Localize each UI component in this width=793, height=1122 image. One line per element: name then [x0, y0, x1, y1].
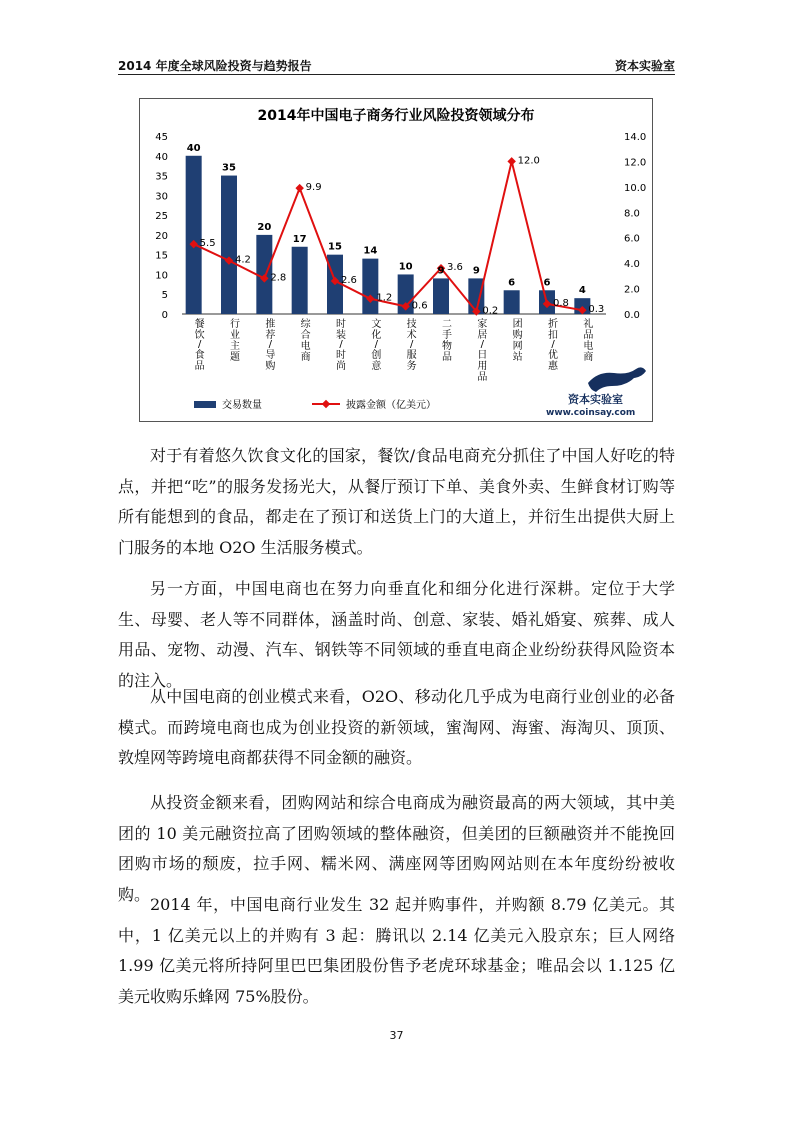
y-right-tick-label: 4.0 [624, 259, 640, 271]
investment-chart [140, 99, 652, 421]
bar [362, 259, 378, 314]
bar-value-label: 6 [543, 277, 551, 289]
bar-value-label: 40 [186, 142, 201, 154]
y-right-tick-label: 12.0 [624, 157, 647, 169]
amount-line [194, 161, 583, 311]
report-title: 2014 年度全球风险投资与趋势报告 [118, 59, 312, 73]
bar-value-label: 4 [578, 285, 586, 297]
y-left-tick-label: 0 [161, 310, 168, 321]
line-value-label: 2.6 [341, 274, 357, 286]
coinsay-logo [546, 367, 646, 418]
y-right-tick-label: 6.0 [624, 233, 640, 245]
bar-value-label: 15 [328, 241, 342, 253]
legend-bar-swatch [194, 401, 216, 408]
y-right-tick-label: 2.0 [624, 284, 640, 296]
x-tick-label: 折扣/优惠 [548, 319, 558, 372]
line-point [295, 184, 303, 192]
paragraph: 另一方面，中国电商也在努力向垂直化和细分化进行深耕。定位于大学生、母婴、老人等不同群体，涵盖时尚、创意、家装、婚礼婚宴、殡葬、成人用品、宠物、动漫、汽车、钢铁等不同领域的垂直电商企业纷纷获得风险资本的注入。 [118, 579, 675, 690]
logo-name: 资本实验室 [568, 393, 623, 406]
y-left-tick-label: 40 [155, 151, 168, 163]
x-tick-label: 家居/日用品 [477, 319, 488, 383]
line-value-label: 1.2 [376, 292, 393, 304]
y-left-tick-label: 35 [155, 171, 168, 183]
page-number: 37 [389, 1029, 404, 1042]
y-left-tick-label: 45 [155, 132, 168, 143]
bar-value-label: 14 [363, 245, 378, 257]
chart-legend [194, 398, 436, 411]
paragraph: 从投资金额来看，团购网站和综合电商成为融资最高的两大领域，其中美团的 10 美元融资拉高了团购领域的整体融资，但美团的巨额融资并不能挽回团购市场的颓废，拉手网、糯米网、满座网等团购网站则在本年度纷纷被收购。 [118, 793, 675, 904]
cheetah-icon [588, 367, 646, 392]
y-left-tick-label: 25 [155, 211, 168, 223]
legend-line-marker [322, 400, 330, 408]
y-right-tick-label: 14.0 [624, 132, 647, 143]
bar-value-label: 9 [472, 265, 480, 277]
line-value-label: 3.6 [447, 262, 463, 274]
paragraph: 2014 年，中国电商行业发生 32 起并购事件，并购额 8.79 亿美元。其中，1 亿美元以上的并购有 3 起：腾讯以 2.14 亿美元入股京东；巨人网络 1.99 亿美元将所持阿里巴巴集团股份售予老虎环球基金；唯品会以 1.125 亿美元收购乐蜂网 75%股份。 [118, 895, 675, 1006]
x-tick-label: 团购网站 [512, 319, 523, 363]
line-value-label: 12.0 [517, 155, 540, 167]
x-tick-label: 综合电商 [300, 319, 311, 363]
bar [221, 176, 237, 314]
chart-title: 2014年中国电子商务行业风险投资领域分布 [257, 108, 535, 124]
y-left-tick-label: 20 [155, 230, 168, 242]
bar-value-label: 9 [437, 265, 445, 277]
y-left-tick-label: 30 [155, 191, 168, 203]
paragraph: 从中国电商的创业模式来看，O2O、移动化几乎成为电商行业创业的必备模式。而跨境电商也成为创业投资的新领域，蜜淘网、海蜜、海淘贝、顶顶、敦煌网等跨境电商都获得不同金额的融资。 [118, 687, 675, 767]
paragraph: 对于有着悠久饮食文化的国家，餐饮/食品电商充分抓住了中国人好吃的特点，并把“吃”的服务发扬光大，从餐厅预订下单、美食外卖、生鲜食材订购等所有能想到的食品，都走在了预订和送货上门的大道上，并衍生出提供大厨上门服务的本地 O2O 生活服务模式。 [118, 446, 675, 557]
x-tick-label: 文化/创意 [371, 319, 382, 372]
x-tick-label: 行业主题 [230, 319, 240, 363]
chart-container [139, 98, 653, 422]
y-right-tick-label: 10.0 [624, 182, 647, 194]
bar-value-label: 6 [508, 277, 516, 289]
line-value-label: 0.6 [411, 300, 428, 312]
bar [292, 247, 308, 314]
logo-url: www.coinsay.com [546, 408, 636, 418]
y-left-tick-label: 10 [155, 270, 168, 282]
y-right-tick-label: 0.0 [624, 310, 640, 321]
publisher-name: 资本实验室 [614, 59, 675, 73]
line-value-label: 2.8 [270, 272, 287, 284]
x-tick-label: 二手物品 [442, 319, 452, 363]
y-left-tick-label: 15 [155, 250, 168, 262]
bar [433, 278, 449, 314]
bar-value-label: 17 [292, 233, 307, 245]
x-tick-label: 礼品电商 [583, 319, 594, 363]
line-value-label: 0.2 [482, 305, 499, 317]
bar-value-label: 35 [222, 162, 236, 174]
bar-value-label: 10 [398, 261, 413, 273]
line-value-label: 9.9 [305, 182, 322, 194]
y-right-tick-label: 8.0 [624, 208, 640, 220]
bar-value-label: 20 [257, 221, 272, 233]
x-tick-label: 餐饮/食品 [194, 319, 205, 372]
bar [504, 290, 520, 314]
y-left-tick-label: 5 [161, 290, 168, 302]
line-value-label: 5.5 [199, 238, 216, 250]
x-tick-label: 推荐/导购 [265, 319, 276, 372]
line-value-label: 0.8 [553, 297, 569, 309]
x-tick-label: 技术/服务 [406, 319, 417, 372]
bar [186, 156, 202, 314]
page-header [118, 56, 675, 75]
line-value-label: 0.3 [588, 304, 605, 316]
x-tick-label: 时装/时尚 [336, 319, 346, 372]
line-point [507, 157, 515, 165]
legend-bar-label: 交易数量 [222, 400, 262, 411]
legend-line-label: 披露金额（亿美元） [346, 400, 436, 411]
line-value-label: 4.2 [235, 254, 251, 266]
